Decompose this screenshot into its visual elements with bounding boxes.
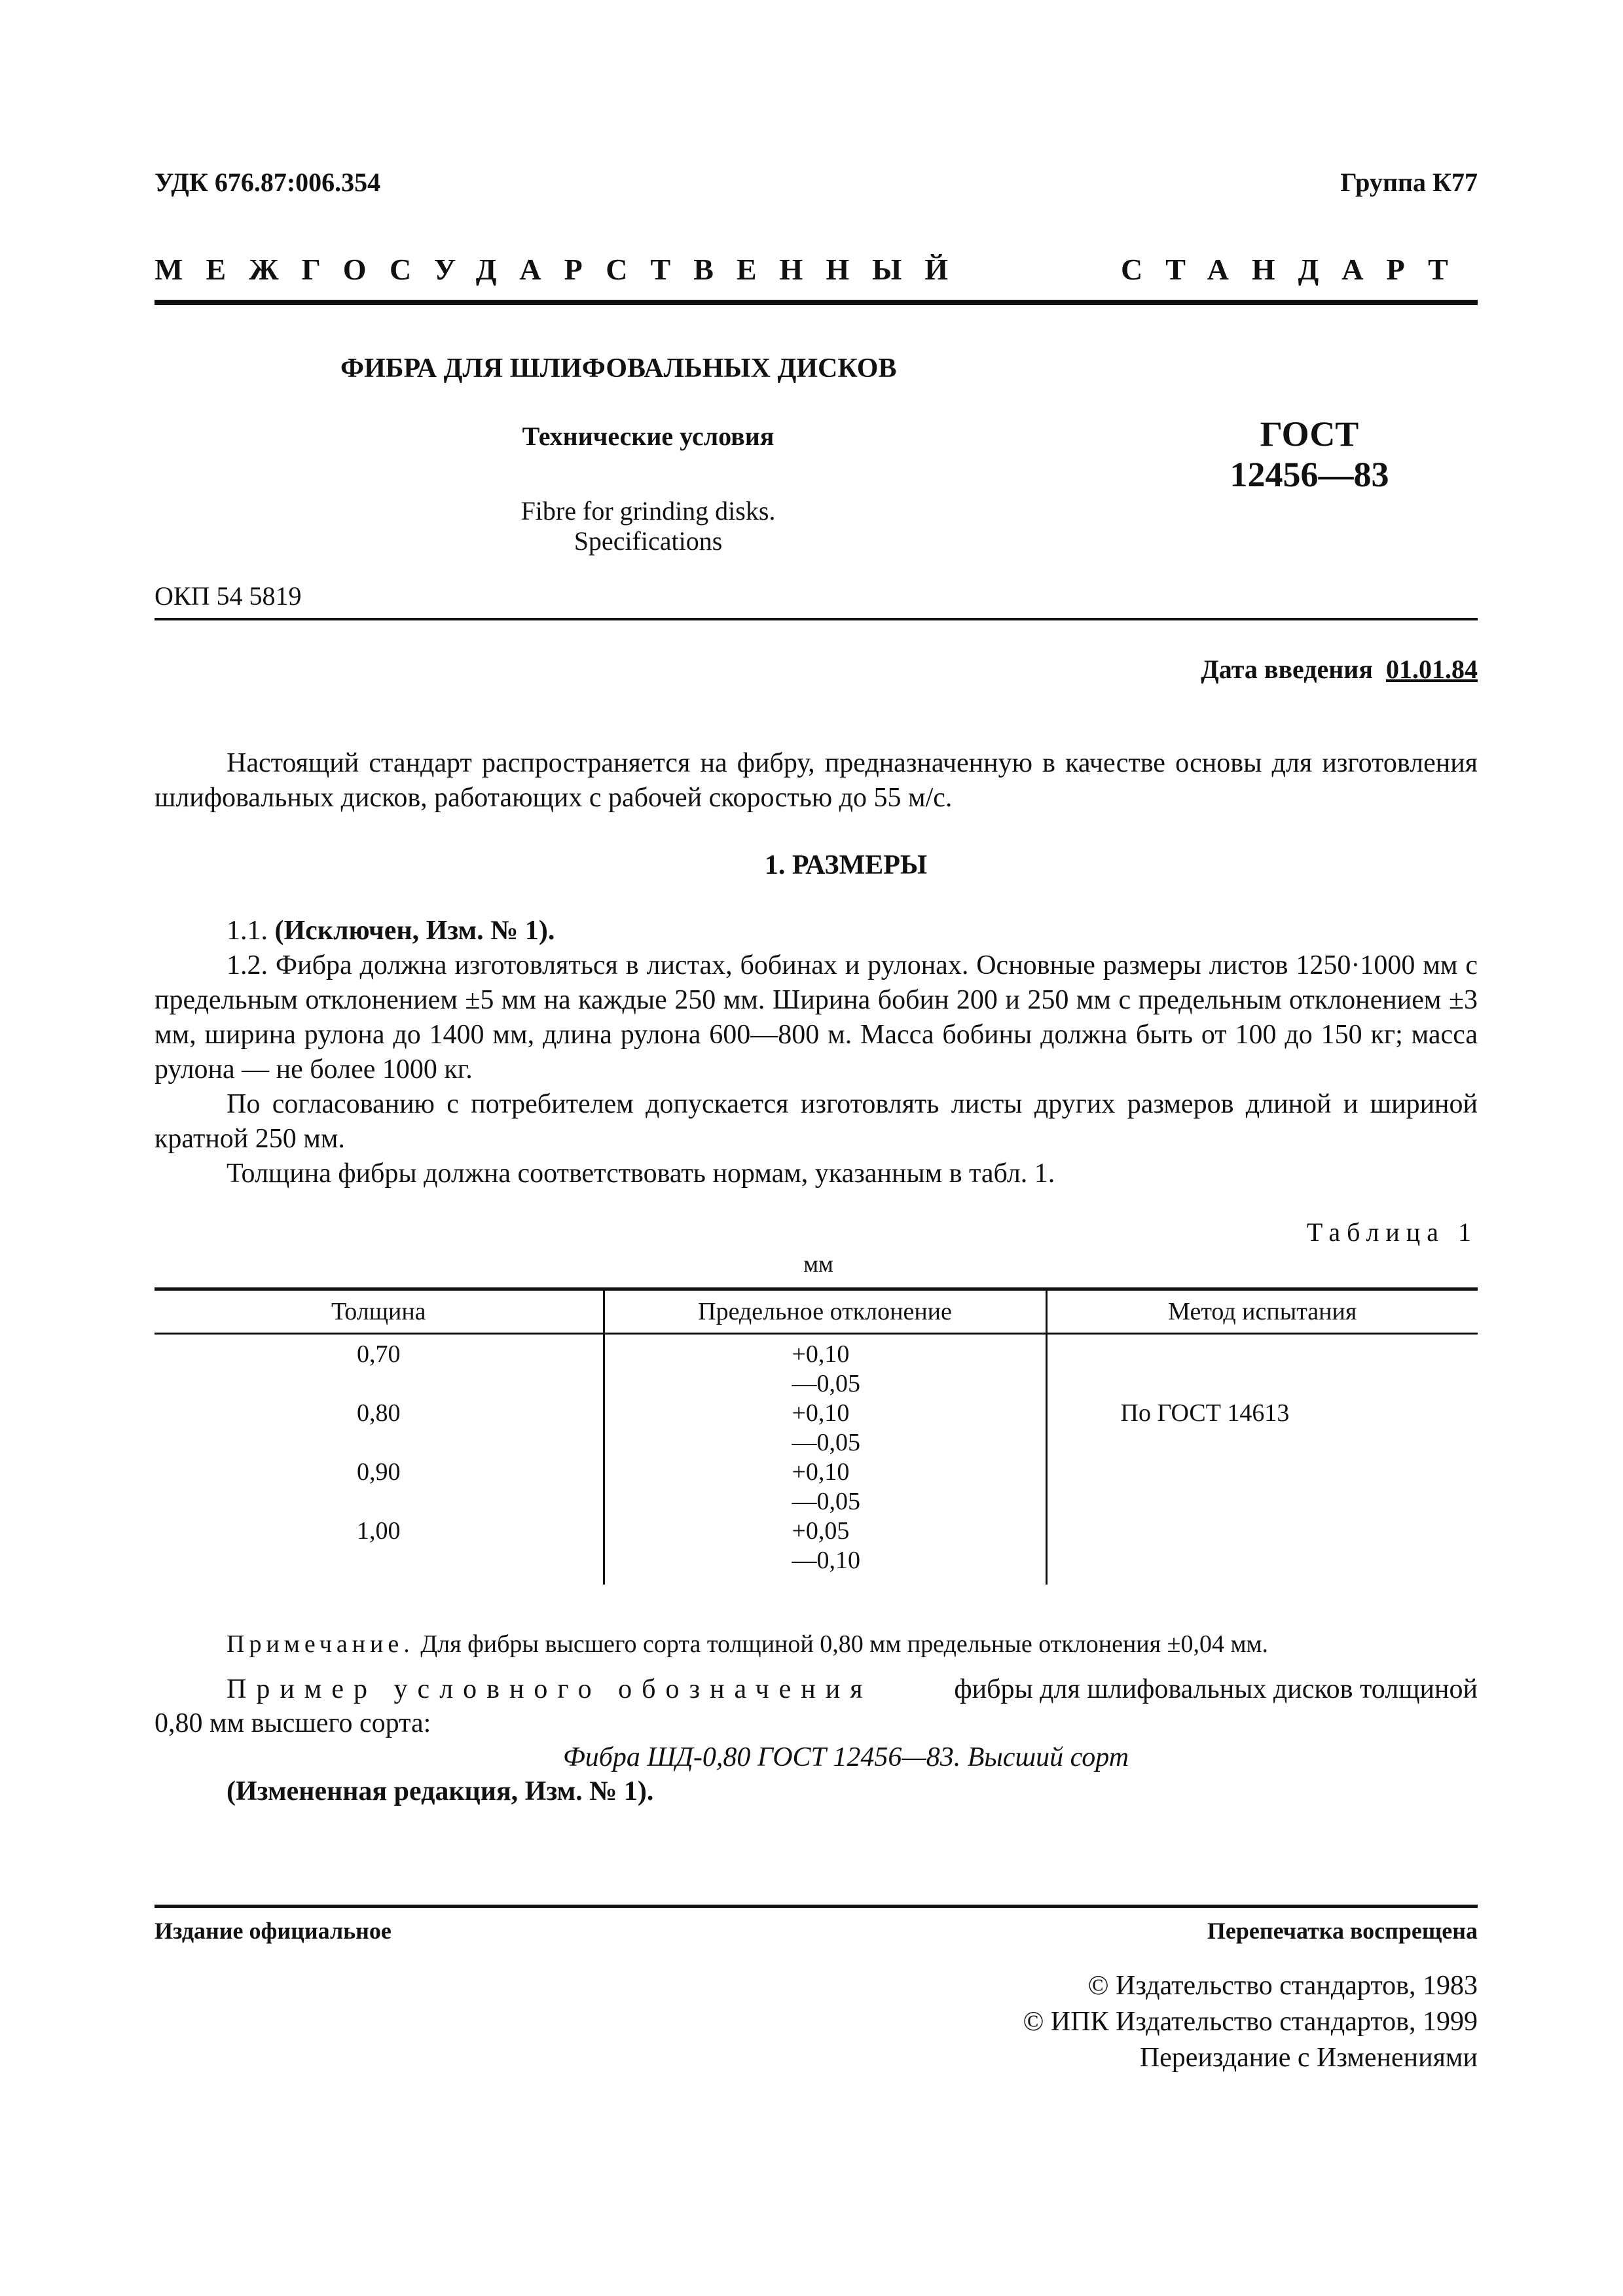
table-caption: Таблица 1 bbox=[1306, 1217, 1478, 1247]
example-line1 bbox=[227, 1672, 1478, 1706]
scope-paragraph: Настоящий стандарт распространяется на фибру, предназначенную в качестве основы для изготовления шлифовальных дисков, работающих с рабочей скоростью до 55 м/с. bbox=[155, 748, 1478, 813]
clause-1-1 bbox=[227, 914, 555, 948]
official-edition: Издание официальное bbox=[155, 1918, 392, 1944]
header-method: Метод испытания bbox=[1168, 1298, 1357, 1325]
table-grid bbox=[155, 1287, 1478, 1585]
clause-1-1-number: 1.1. bbox=[227, 916, 268, 946]
table-header-row bbox=[155, 1289, 1478, 1334]
thickness-reference: Толщина фибры должна соответствовать нормам, указанным в табл. 1. bbox=[227, 1158, 1055, 1189]
footer-rule bbox=[155, 1905, 1478, 1908]
table-body-row bbox=[155, 1334, 1478, 1585]
example-text-line2: 0,80 мм высшего сорта: bbox=[155, 1708, 431, 1738]
thickness-0-90: 0,90 bbox=[357, 1458, 401, 1486]
deviation-upper-0-80: +0,10 bbox=[792, 1399, 850, 1427]
deviation-lower-0-70: —0,05 bbox=[792, 1370, 860, 1397]
amendment-note: (Измененная редакция, Изм. № 1). bbox=[227, 1776, 654, 1806]
example-text-line1: фибры для шлифовальных дисков толщиной bbox=[954, 1674, 1478, 1704]
thickness-0-70: 0,70 bbox=[357, 1340, 401, 1368]
okp-code: ОКП 54 5819 bbox=[155, 581, 302, 611]
section-1-title: 1. РАЗМЕРЫ bbox=[764, 850, 928, 880]
english-title-line2: Specifications bbox=[574, 526, 723, 556]
deviation-lower-0-80: —0,05 bbox=[792, 1429, 860, 1456]
deviation-lower-0-90: —0,05 bbox=[792, 1488, 860, 1515]
title-rule bbox=[155, 618, 1478, 620]
document-title: ФИБРА ДЛЯ ШЛИФОВАЛЬНЫХ ДИСКОВ bbox=[340, 353, 897, 384]
udk-code: УДК 676.87:006.354 bbox=[155, 168, 381, 197]
example-designation: Фибра ШД-0,80 ГОСТ 12456—83. Высший сорт bbox=[562, 1742, 1129, 1772]
intro-date-label: Дата введения bbox=[1201, 655, 1373, 684]
thickness-1-00: 1,00 bbox=[357, 1517, 401, 1545]
thickness-0-80: 0,80 bbox=[357, 1399, 401, 1427]
test-method: По ГОСТ 14613 bbox=[1120, 1399, 1290, 1427]
deviation-upper-0-70: +0,10 bbox=[792, 1340, 850, 1368]
thickness-column bbox=[155, 1334, 604, 1585]
document-subtitle: Технические условия bbox=[522, 422, 775, 451]
intro-date-value: 01.01.84 bbox=[1386, 655, 1478, 684]
deviation-lower-1-00: —0,10 bbox=[792, 1547, 860, 1574]
banner-right: СТАНДАРТ bbox=[1121, 253, 1471, 286]
clause-1-2: 1.2. Фибра должна изготовляться в листах, бобинах и рулонах. Основные размеры листов 1250·1000 мм с предельным отклонением ±5 мм на каждые 250 мм. Ширина бобин 200 и 250 мм с предельным отклонением ±3 мм, ширина рулона до 1400 мм, длина рулона 600—800 м. Масса бобины должна быть от 100 до 150 кг; масса рулона — не более 1000 кг. bbox=[155, 950, 1478, 1085]
gost-number: 12456—83 bbox=[1230, 455, 1389, 494]
reissue-note: Переиздание с Изменениями bbox=[1139, 2043, 1478, 2073]
copyright-1983: © Издательство стандартов, 1983 bbox=[1087, 1971, 1478, 2001]
gost-label: ГОСТ bbox=[1260, 414, 1359, 454]
note-text: Для фибры высшего сорта толщиной 0,80 мм предельные отклонения ±0,04 мм. bbox=[420, 1630, 1269, 1658]
clause-1-1-text: (Исключен, Изм. № 1). bbox=[274, 916, 555, 946]
header-thickness: Толщина bbox=[155, 1289, 604, 1334]
banner-left: МЕЖГОСУДАРСТВЕННЫЙ bbox=[155, 253, 972, 286]
table-1 bbox=[155, 1287, 1478, 1585]
agreement-paragraph: По согласованию с потребителем допускается изготовлять листы других размеров длиной и шириной кратной 250 мм. bbox=[155, 1089, 1478, 1154]
intro-date bbox=[1201, 652, 1478, 687]
note bbox=[227, 1627, 1268, 1661]
example-label: Пример условного обозначения bbox=[227, 1674, 873, 1704]
group-code: Группа К77 bbox=[1340, 168, 1478, 197]
deviation-upper-1-00: +0,05 bbox=[792, 1517, 850, 1545]
copyright-1999: © ИПК Издательство стандартов, 1999 bbox=[1023, 2007, 1478, 2037]
banner-rule bbox=[155, 300, 1478, 305]
english-title-line1: Fibre for grinding disks. bbox=[520, 496, 776, 526]
deviation-upper-0-90: +0,10 bbox=[792, 1458, 850, 1486]
reprint-prohibited: Перепечатка воспрещена bbox=[1207, 1918, 1478, 1944]
deviation-column bbox=[604, 1334, 1046, 1585]
header-deviation: Предельное отклонение bbox=[604, 1289, 1046, 1334]
note-label: Примечание. bbox=[227, 1630, 414, 1658]
table-unit: мм bbox=[803, 1251, 833, 1277]
method-column bbox=[1046, 1334, 1478, 1585]
